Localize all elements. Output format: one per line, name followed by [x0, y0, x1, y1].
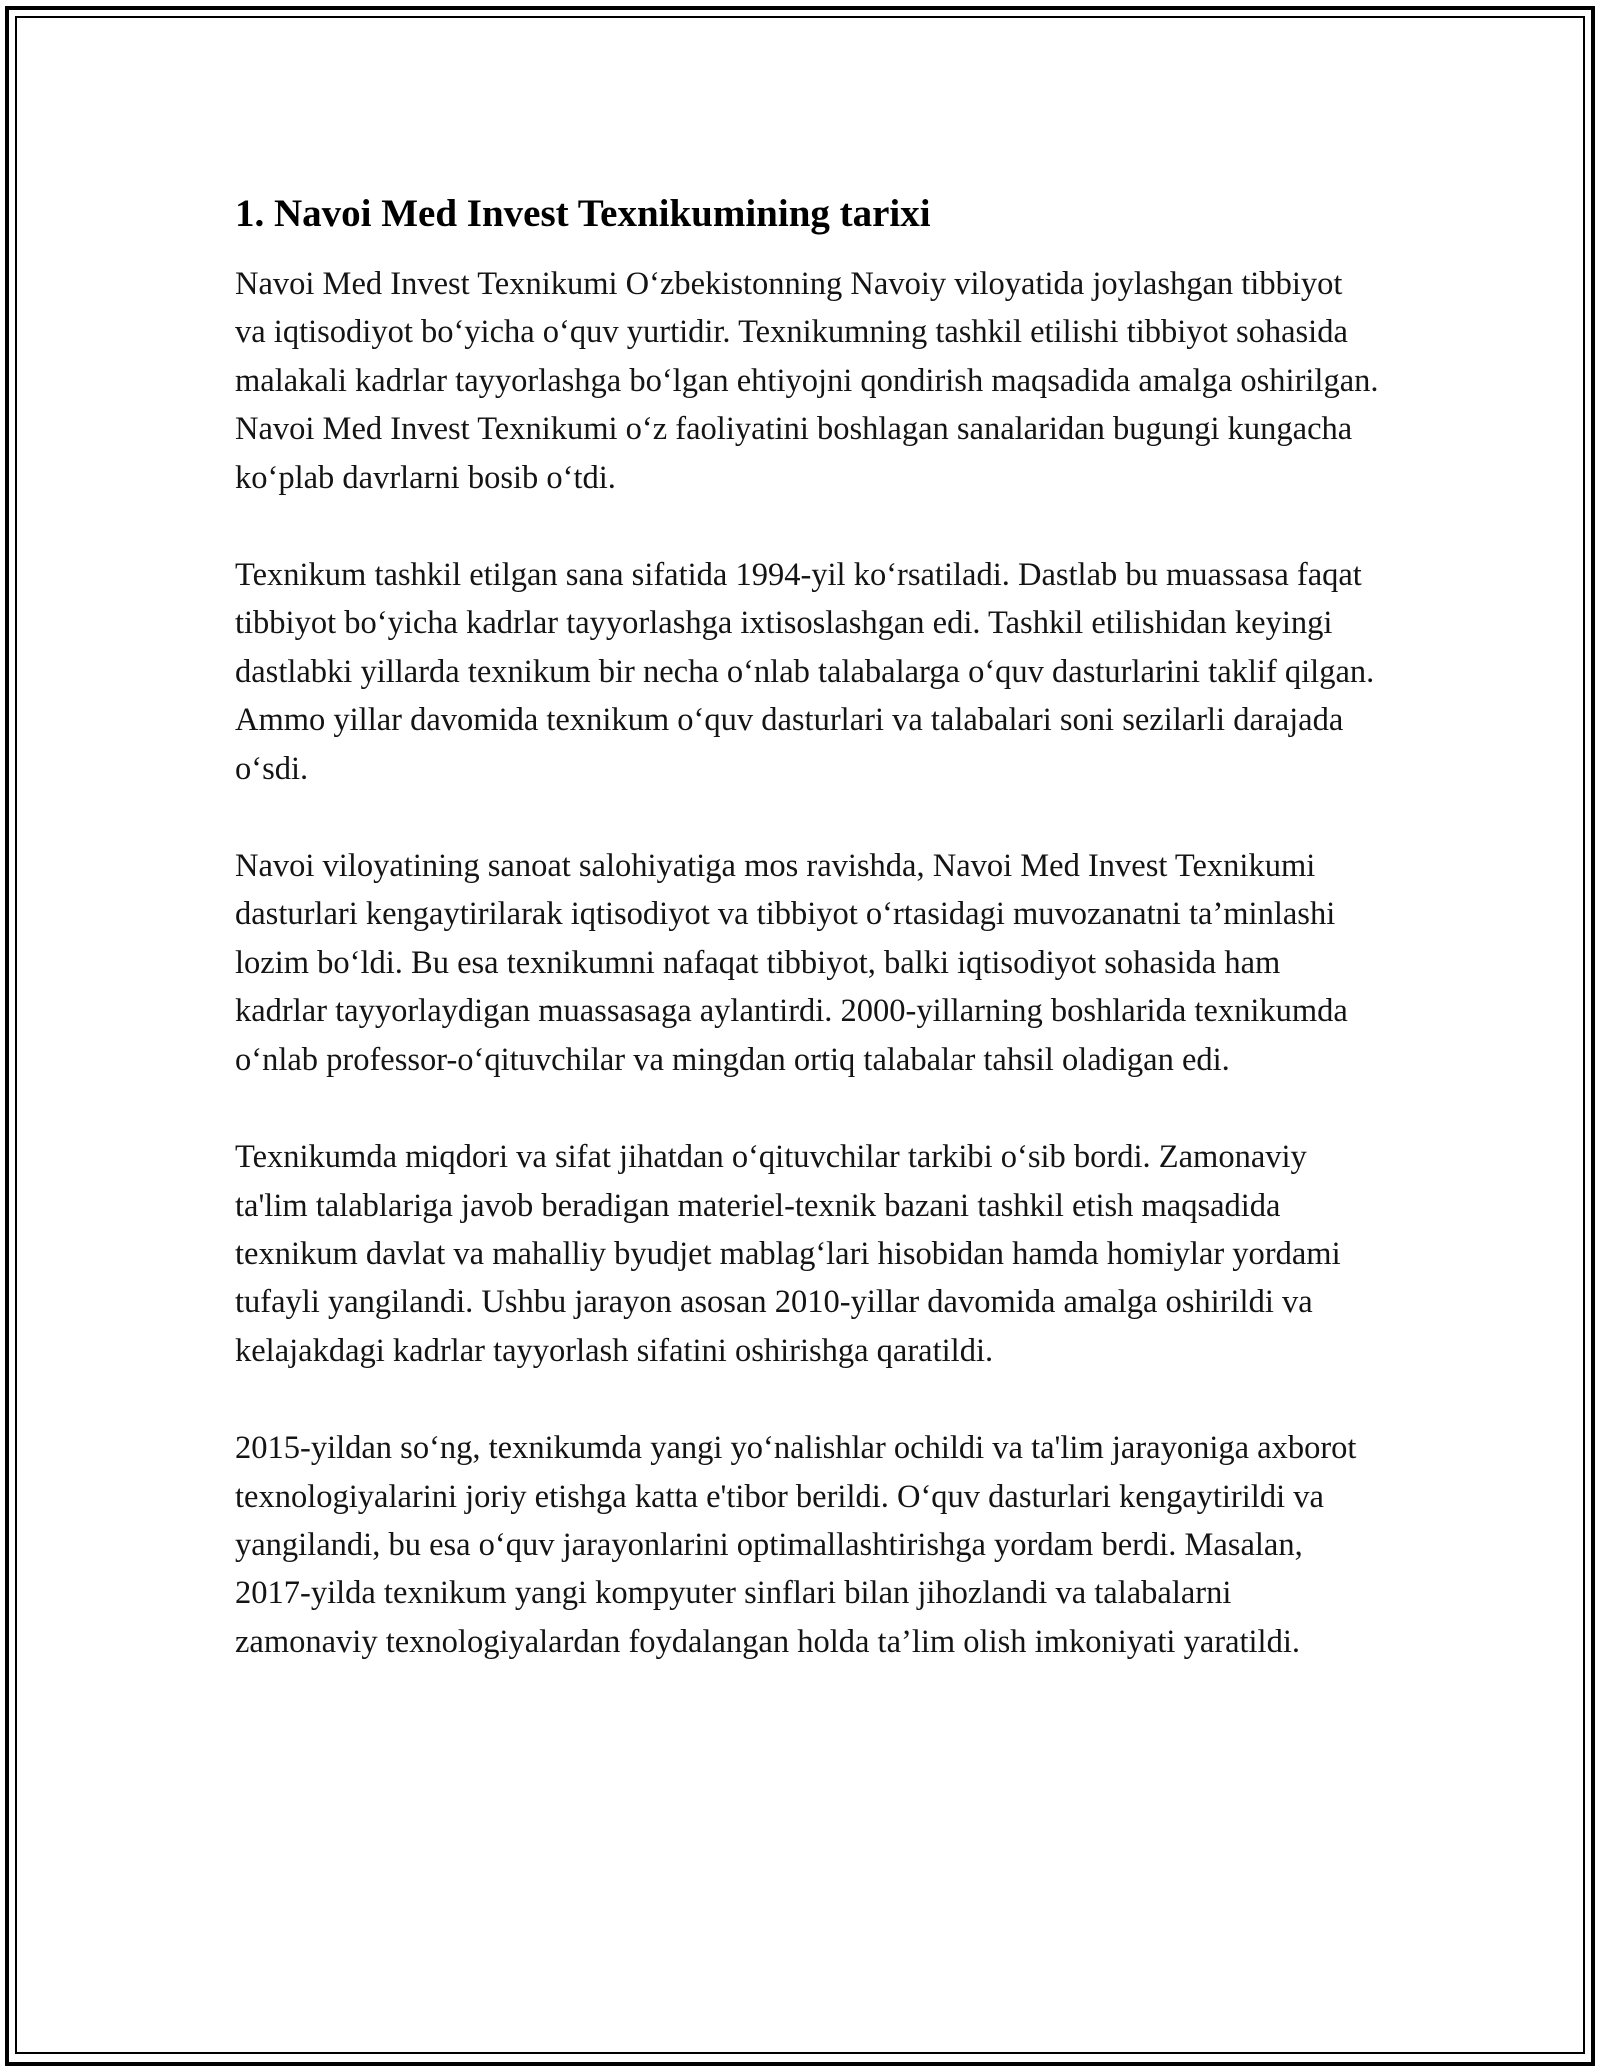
- paragraph-4: Texnikumda miqdori va sifat jihatdan o‘qituvchilar tarkibi o‘sib bordi. Zamonaviy ta'lim talablariga javob beradigan materiel-texnik bazani tashkil etish maqsadida texnikum davlat va mahalliy byudjet mablag‘lari hisobidan hamda homiylar yordami tufayli yangilandi. Ushbu jarayon asosan 2010-yillar davomida amalga oshirildi va kelajakdagi kadrlar tayyorlash sifatini oshirishga qaratildi.: [235, 1139, 1341, 1369]
- section-heading: 1. Navoi Med Invest Texnikumining tarixi: [235, 192, 931, 235]
- document-body: [235, 188, 1380, 1715]
- paragraph-2: Texnikum tashkil etilgan sana sifatida 1994-yil ko‘rsatiladi. Dastlab bu muassasa faqat tibbiyot bo‘yicha kadrlar tayyorlashga ixtisoslashgan edi. Tashkil etilishidan keyingi dastlabki yillarda texnikum bir necha o‘nlab talabalarga o‘quv dasturlarini taklif qilgan. Ammo yillar davomida texnikum o‘quv dasturlari va talabalari soni sezilarli darajada o‘sdi.: [235, 557, 1375, 787]
- paragraph-5: 2015-yildan so‘ng, texnikumda yangi yo‘nalishlar ochildi va ta'lim jarayoniga axborot texnologiyalarini joriy etishga katta e'tibor berildi. O‘quv dasturlari kengaytirildi va yangilandi, bu esa o‘quv jarayonlarini optimallashtirishga yordam berdi. Masalan, 2017-yilda texnikum yangi kompyuter sinflari bilan jihozlandi va talabalarni zamonaviy texnologiyalardan foydalangan holda ta’lim olish imkoniyati yaratildi.: [235, 1430, 1357, 1660]
- paragraph-1: Navoi Med Invest Texnikumi O‘zbekistonning Navoiy viloyatida joylashgan tibbiyot va iqtisodiyot bo‘yicha o‘quv yurtidir. Texnikumning tashkil etilishi tibbiyot sohasida malakali kadrlar tayyorlashga bo‘lgan ehtiyojni qondirish maqsadida amalga oshirilgan. Navoi Med Invest Texnikumi o‘z faoliyatini boshlagan sanalaridan bugungi kungacha ko‘plab davrlarni bosib o‘tdi.: [235, 266, 1379, 496]
- paragraph-3: Navoi viloyatining sanoat salohiyatiga mos ravishda, Navoi Med Invest Texnikumi dasturlari kengaytirilarak iqtisodiyot va tibbiyot o‘rtasidagi muvozanatni ta’minlashi lozim bo‘ldi. Bu esa texnikumni nafaqat tibbiyot, balki iqtisodiyot sohasida ham kadrlar tayyorlaydigan muassasaga aylantirdi. 2000-yillarning boshlarida texnikumda o‘nlab professor-o‘qituvchilar va mingdan ortiq talabalar tahsil oladigan edi.: [235, 848, 1348, 1078]
